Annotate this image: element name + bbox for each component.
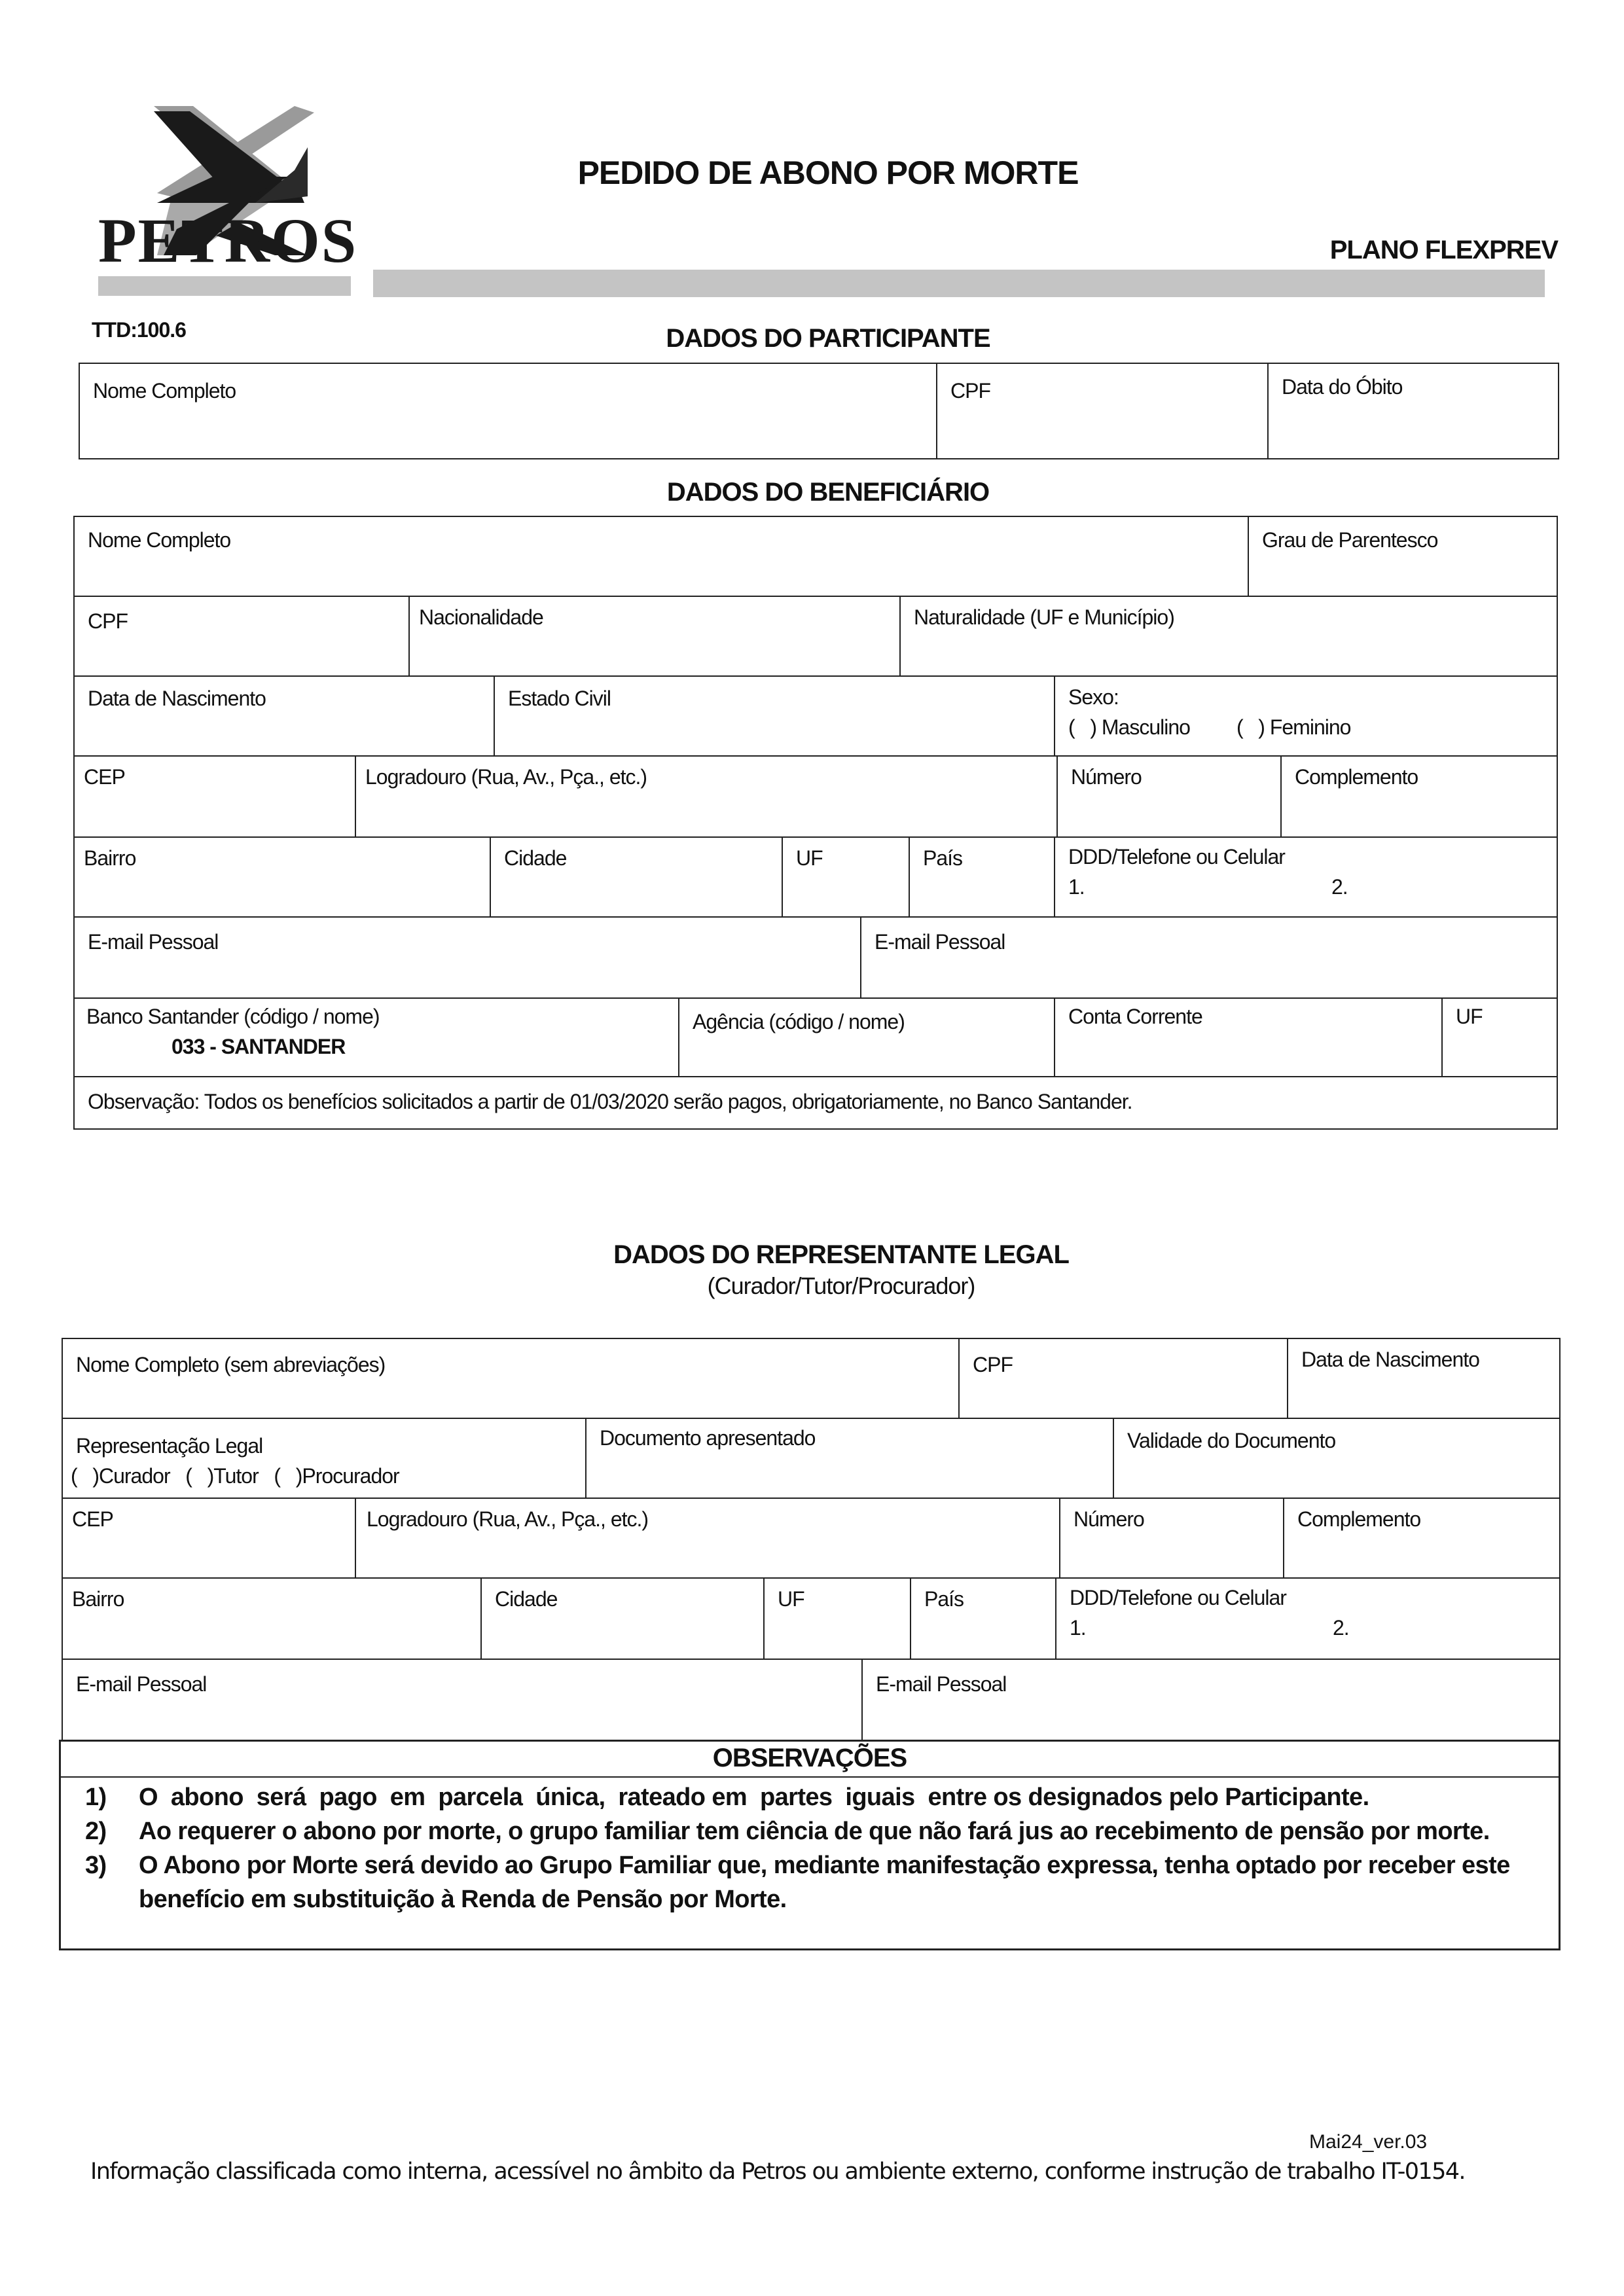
beneficiario-nascimento-field[interactable]	[73, 675, 495, 757]
representante-representacao-field[interactable]	[62, 1418, 586, 1499]
beneficiario-sexo-field[interactable]	[1054, 675, 1558, 757]
beneficiario-telefone-field[interactable]	[1054, 836, 1558, 918]
beneficiario-cidade-label: Cidade	[504, 846, 567, 870]
representante-pais-field[interactable]	[910, 1577, 1056, 1660]
beneficiario-numero-label: Número	[1071, 765, 1142, 789]
participante-nome-field[interactable]	[79, 363, 937, 459]
beneficiario-banco-field[interactable]	[73, 997, 679, 1077]
beneficiario-naturalidade-label: Naturalidade (UF e Município)	[914, 605, 1174, 629]
representante-email-2-label: E-mail Pessoal	[876, 1672, 1007, 1696]
representante-nascimento-field[interactable]	[1287, 1338, 1561, 1419]
representante-cidade-label: Cidade	[495, 1587, 558, 1611]
beneficiario-naturalidade-field[interactable]	[899, 596, 1558, 677]
representante-email-2-field[interactable]	[861, 1659, 1561, 1741]
beneficiario-conta-uf-label: UF	[1456, 1005, 1483, 1028]
participante-data-obito-label: Data do Óbito	[1282, 375, 1403, 399]
participante-data-obito-field[interactable]	[1267, 363, 1559, 459]
beneficiario-email-2-label: E-mail Pessoal	[875, 930, 1005, 954]
beneficiario-logradouro-field[interactable]	[355, 755, 1058, 838]
beneficiario-nacionalidade-label: Nacionalidade	[419, 605, 543, 629]
beneficiario-conta-field[interactable]	[1054, 997, 1443, 1077]
beneficiario-bairro-label: Bairro	[84, 846, 136, 870]
representante-pais-label: País	[924, 1587, 964, 1611]
observacoes-title: OBSERVAÇÕES	[712, 1744, 907, 1772]
participante-nome-label: Nome Completo	[93, 379, 236, 403]
representante-logradouro-label: Logradouro (Rua, Av., Pça., etc.)	[367, 1507, 649, 1531]
representante-uf-field[interactable]	[763, 1577, 911, 1660]
representante-bairro-field[interactable]	[62, 1577, 482, 1660]
participante-title: DADOS DO PARTICIPANTE	[666, 324, 990, 353]
beneficiario-tel-2[interactable]: 2.	[1331, 875, 1348, 899]
representante-tel-1[interactable]: 1.	[1070, 1616, 1086, 1640]
representante-subtitle: (Curador/Tutor/Procurador)	[707, 1272, 975, 1299]
representante-uf-label: UF	[778, 1587, 804, 1611]
beneficiario-banco-label: Banco Santander (código / nome)	[86, 1005, 380, 1028]
beneficiario-cep-field[interactable]	[73, 755, 356, 838]
participante-cpf-field[interactable]	[936, 363, 1269, 459]
representante-representacao-options[interactable]: ( )Curador ( )Tutor ( )Procurador	[71, 1464, 399, 1488]
logo-underline	[98, 276, 351, 296]
beneficiario-complemento-field[interactable]	[1280, 755, 1558, 838]
beneficiario-nacionalidade-field[interactable]	[408, 596, 901, 677]
representante-representacao-label: Representação Legal	[76, 1434, 263, 1458]
beneficiario-agencia-field[interactable]	[678, 997, 1055, 1077]
beneficiario-sexo-options[interactable]: ( ) Masculino ( ) Feminino	[1068, 715, 1351, 740]
beneficiario-grau-label: Grau de Parentesco	[1262, 528, 1438, 552]
representante-cpf-label: CPF	[973, 1353, 1013, 1376]
observacao-item	[85, 1848, 1551, 1916]
beneficiario-nome-label: Nome Completo	[88, 528, 231, 552]
representante-numero-field[interactable]	[1059, 1498, 1284, 1579]
classification-notice: Informação classificada como interna, acessível no âmbito da Petros ou ambiente externo, conforme instrução de trabalho IT-0154.	[90, 2159, 1465, 2185]
participante-cpf-label: CPF	[950, 379, 990, 403]
beneficiario-uf-label: UF	[796, 846, 823, 870]
representante-logradouro-field[interactable]	[355, 1498, 1060, 1579]
beneficiario-observacao	[73, 1076, 1558, 1130]
representante-email-1-label: E-mail Pessoal	[76, 1672, 207, 1696]
beneficiario-bairro-field[interactable]	[73, 836, 491, 918]
representante-telefone-field[interactable]	[1055, 1577, 1561, 1660]
beneficiario-nascimento-label: Data de Nascimento	[88, 687, 266, 710]
beneficiario-telefone-numbers	[1068, 872, 1543, 902]
representante-bairro-label: Bairro	[72, 1587, 124, 1611]
representante-nome-label: Nome Completo (sem abreviações)	[76, 1353, 386, 1376]
beneficiario-email-1-field[interactable]	[73, 916, 861, 999]
beneficiario-pais-label: País	[923, 846, 963, 870]
beneficiario-email-1-label: E-mail Pessoal	[88, 930, 219, 954]
beneficiario-estado-civil-label: Estado Civil	[508, 687, 611, 710]
beneficiario-cidade-field[interactable]	[490, 836, 783, 918]
representante-documento-label: Documento apresentado	[600, 1426, 816, 1450]
representante-telefone-numbers	[1070, 1613, 1546, 1643]
representante-title: DADOS DO REPRESENTANTE LEGAL	[613, 1240, 1069, 1269]
representante-cidade-field[interactable]	[480, 1577, 765, 1660]
beneficiario-nome-field[interactable]	[73, 516, 1249, 597]
representante-numero-label: Número	[1074, 1507, 1144, 1531]
observacao-number: 1)	[85, 1784, 107, 1811]
representante-cep-label: CEP	[72, 1507, 113, 1531]
observacoes-list	[85, 1780, 1551, 1916]
beneficiario-grau-field[interactable]	[1248, 516, 1558, 597]
observacao-text: O Abono por Morte será devido ao Grupo Familiar que, mediante manifestação expressa, tenha optado por receber este benefício em substituição à Renda de Pensão por Morte.	[139, 1852, 1510, 1913]
beneficiario-email-2-field[interactable]	[860, 916, 1558, 999]
beneficiario-cpf-label: CPF	[88, 609, 128, 633]
beneficiario-complemento-label: Complemento	[1295, 765, 1418, 789]
representante-complemento-label: Complemento	[1297, 1507, 1421, 1531]
form-title: PEDIDO DE ABONO POR MORTE	[577, 154, 1079, 191]
header-bar	[373, 270, 1545, 297]
beneficiario-title: DADOS DO BENEFICIÁRIO	[666, 478, 990, 507]
beneficiario-estado-civil-field[interactable]	[494, 675, 1055, 757]
representante-nascimento-label: Data de Nascimento	[1301, 1348, 1479, 1371]
beneficiario-conta-label: Conta Corrente	[1068, 1005, 1202, 1028]
ttd-code: TTD:100.6	[92, 318, 186, 342]
representante-documento-field[interactable]	[585, 1418, 1114, 1499]
observacao-text: O abono será pago em parcela única, rateado em partes iguais entre os designados pelo Participante.	[139, 1784, 1369, 1811]
representante-validade-field[interactable]	[1113, 1418, 1561, 1499]
representante-nome-field[interactable]	[62, 1338, 960, 1419]
observacao-item	[85, 1780, 1551, 1814]
observacao-text: Ao requerer o abono por morte, o grupo familiar tem ciência de que não fará jus ao recebimento de pensão por morte.	[139, 1818, 1490, 1845]
beneficiario-numero-field[interactable]	[1056, 755, 1282, 838]
beneficiario-uf-field[interactable]	[782, 836, 910, 918]
plan-name: PLANO FLEXPREV	[1329, 236, 1558, 264]
representante-validade-label: Validade do Documento	[1127, 1429, 1336, 1452]
observacoes-header-divider	[59, 1776, 1561, 1778]
beneficiario-conta-uf-field[interactable]	[1441, 997, 1558, 1077]
observacao-number: 3)	[85, 1852, 107, 1879]
representante-telefone-label: DDD/Telefone ou Celular	[1070, 1586, 1286, 1609]
beneficiario-logradouro-label: Logradouro (Rua, Av., Pça., etc.)	[365, 765, 647, 789]
version-label: Mai24_ver.03	[1309, 2131, 1428, 2153]
logo-wordmark: PETROS	[98, 206, 358, 276]
beneficiario-observacao-text: Observação: Todos os benefícios solicitados a partir de 01/03/2020 serão pagos, obrigatoriamente, no Banco Santander.	[88, 1090, 1132, 1113]
beneficiario-telefone-label: DDD/Telefone ou Celular	[1068, 845, 1285, 869]
representante-complemento-field[interactable]	[1283, 1498, 1561, 1579]
beneficiario-sexo-label: Sexo:	[1068, 685, 1119, 709]
beneficiario-pais-field[interactable]	[909, 836, 1055, 918]
representante-email-1-field[interactable]	[62, 1659, 863, 1741]
beneficiario-cep-label: CEP	[84, 765, 125, 789]
representante-tel-2[interactable]: 2.	[1333, 1616, 1349, 1640]
representante-cep-field[interactable]	[62, 1498, 356, 1579]
observacao-number: 2)	[85, 1818, 107, 1845]
beneficiario-cpf-field[interactable]	[73, 596, 410, 677]
beneficiario-banco-value: 033 - SANTANDER	[171, 1035, 346, 1059]
petros-logo	[98, 105, 358, 301]
beneficiario-agencia-label: Agência (código / nome)	[693, 1010, 905, 1033]
beneficiario-tel-1[interactable]: 1.	[1068, 875, 1085, 899]
representante-cpf-field[interactable]	[958, 1338, 1288, 1419]
observacao-item	[85, 1814, 1551, 1848]
